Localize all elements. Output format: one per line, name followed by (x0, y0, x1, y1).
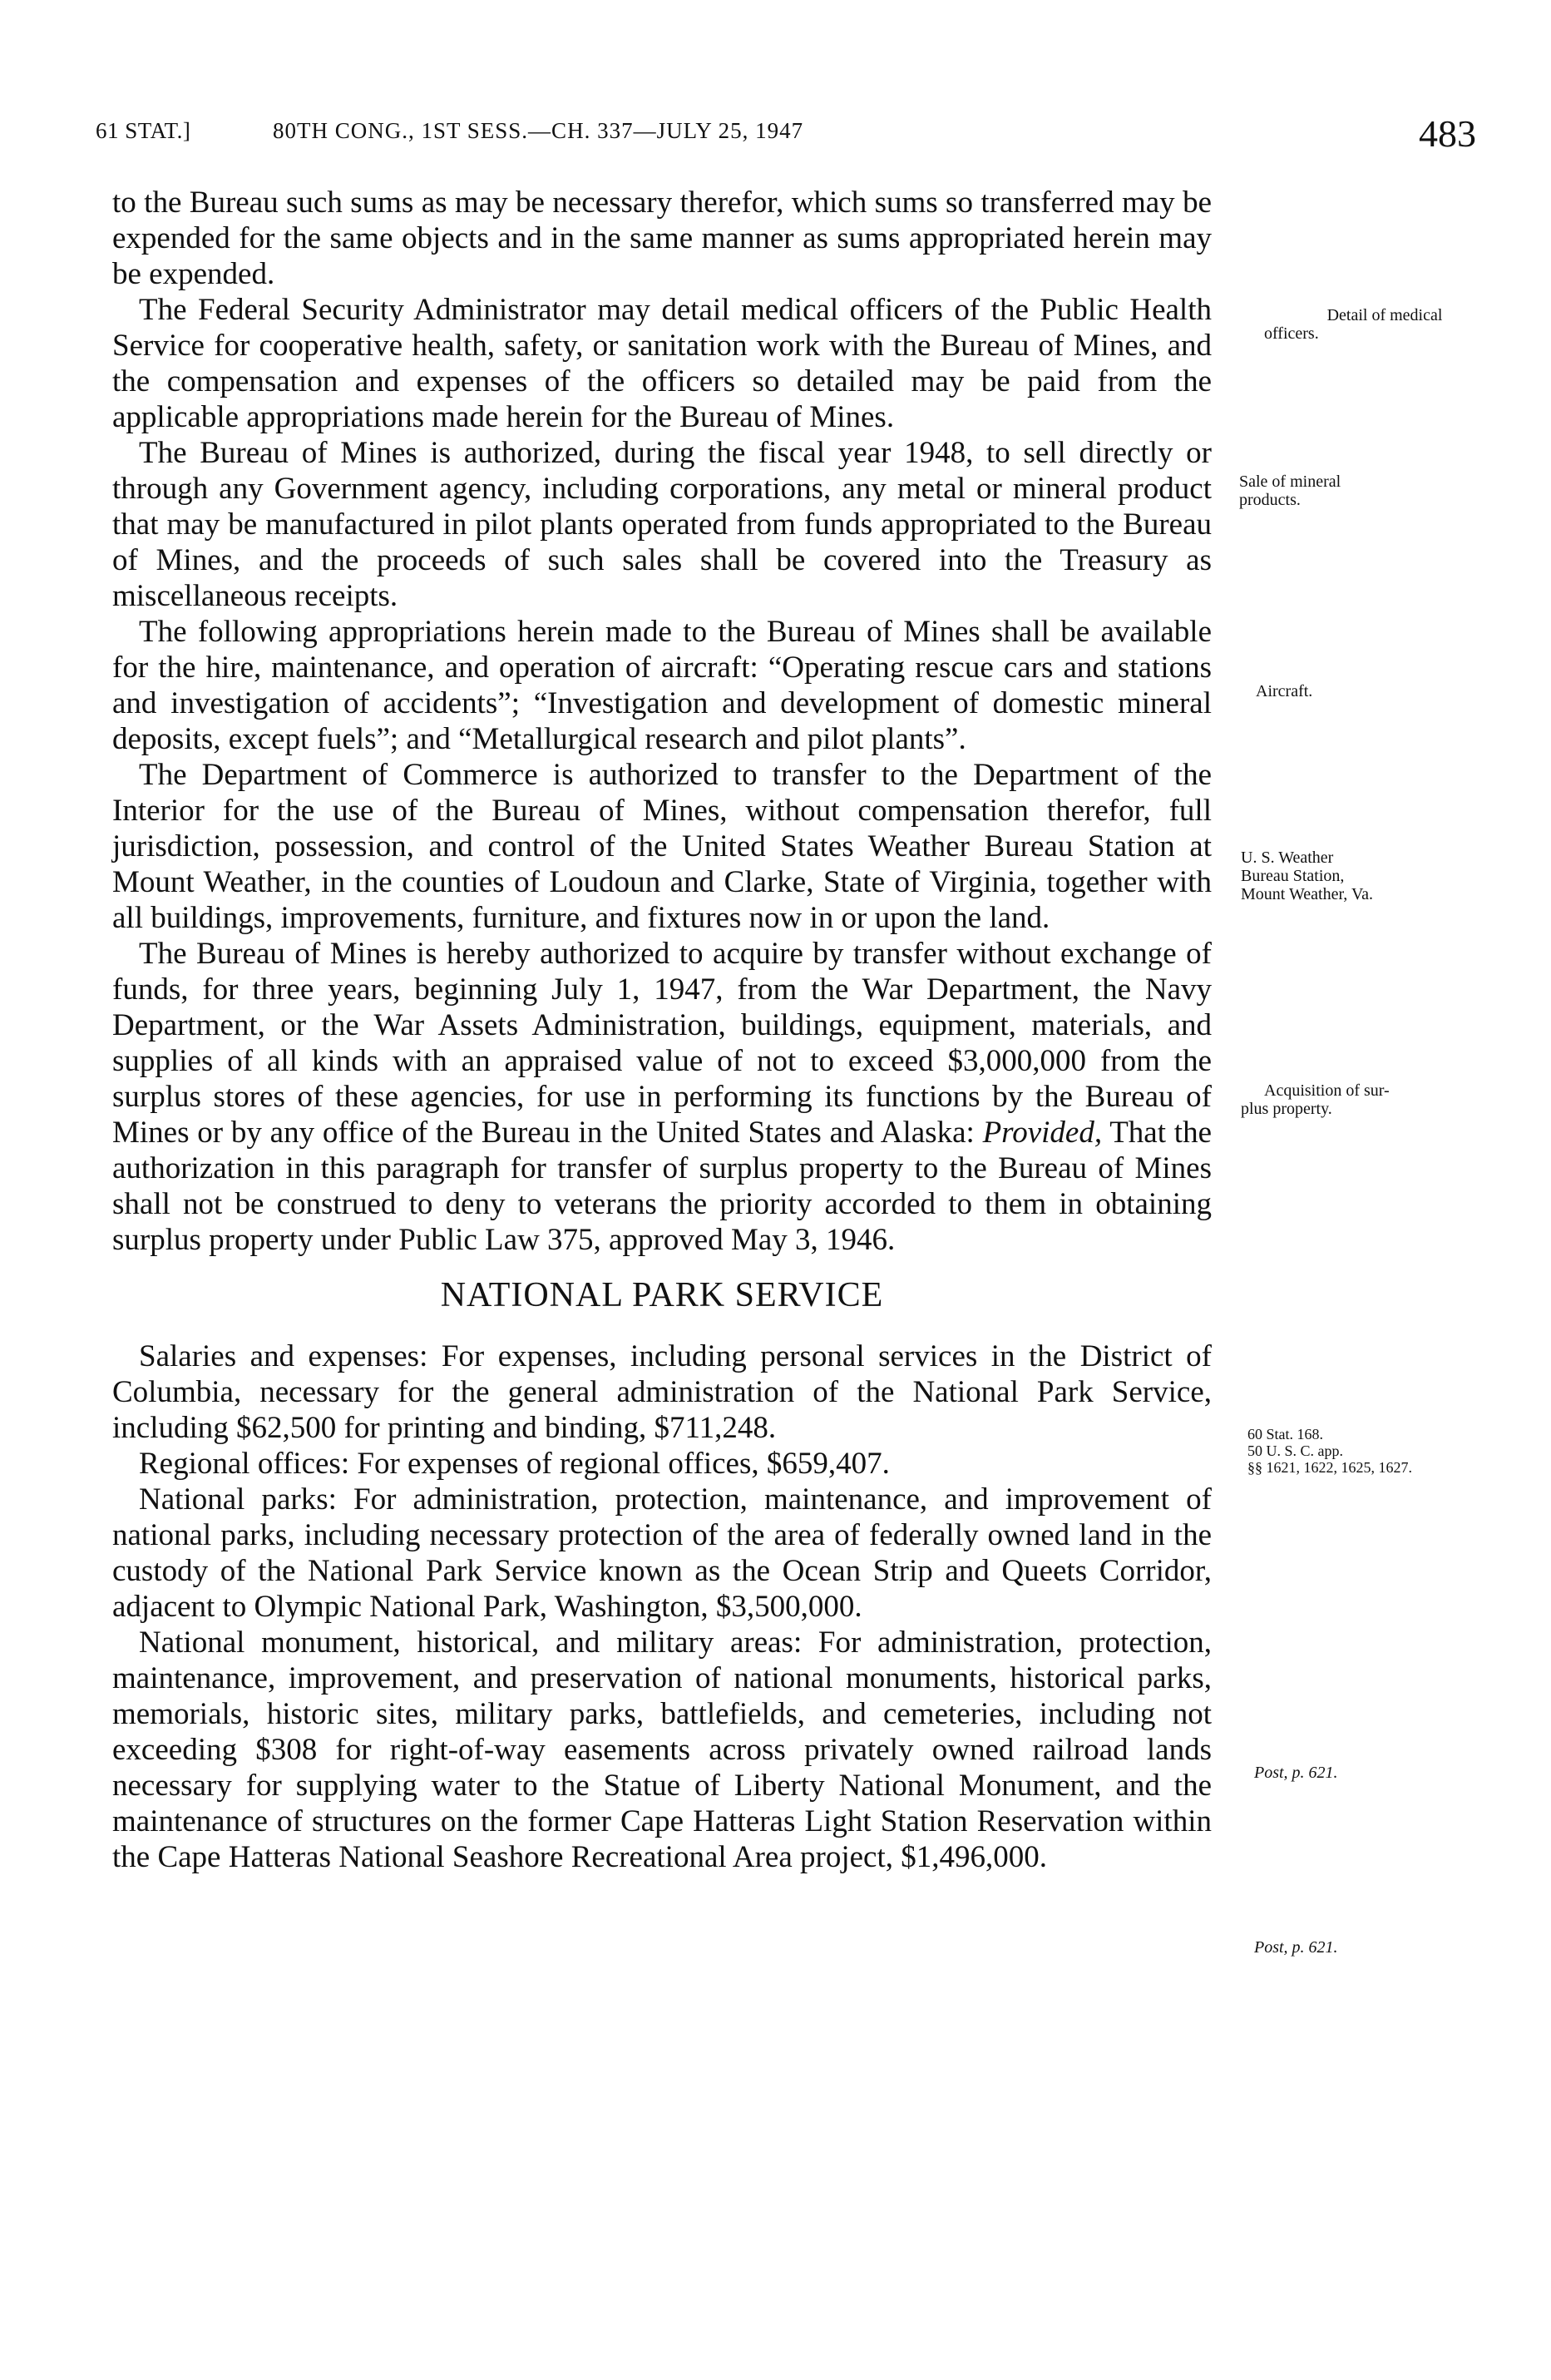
paragraph-national-parks: National parks: For administration, protection, maintenance, and improvement of national parks, including necessary protection of the area of federally owned land in the custody of the National Park Service known as the Ocean Strip and Queets Corridor, adjacent to Olympic National Park, Washington, $3,500,000. (112, 1482, 1212, 1624)
paragraph-weather-station: The Department of Commerce is authorized to transfer to the Department of the Interior for the use of the Bureau of Mines, without compensation therefor, full jurisdiction, possession, and control of the United States Weather Bureau Station at Mount Weather, in the counties of Loudoun and Clarke, State of Virginia, together with all buildings, improvements, furniture, and fixtures now in or upon the land. (112, 758, 1212, 935)
margin-note-statute: 60 Stat. 168. 50 U. S. C. app. §§ 1621, 1622, 1625, 1627. (1247, 1426, 1412, 1476)
margin-note-post-2: Post, p. 621. (1254, 1938, 1338, 1957)
paragraph-regional-offices: Regional offices: For expenses of regional offices, $659,407. (139, 1447, 890, 1481)
paragraph-salaries: Salaries and expenses: For expenses, including personal services in the District of Columbia, necessary for the general administration of the National Park Service, including $62,500 for printing and binding, $711,248. (112, 1339, 1212, 1445)
margin-note-surplus: Acquisition of sur- plus property. (1241, 1081, 1390, 1118)
paragraph-continuation: to the Bureau such sums as may be necessary therefor, which sums so transferred may be expended for the same objects and in the same manner as sums appropriated herein may be expended. (112, 186, 1212, 291)
page-header (96, 112, 1476, 168)
margin-note-aircraft: Aircraft. (1256, 682, 1313, 700)
provided-word: Provided, (982, 1116, 1103, 1150)
paragraph-medical-officers: The Federal Security Administrator may detail medical officers of the Public Health Service for cooperative health, safety, or sanitation work with the Bureau of Mines, and the compensation and expenses of the officers so detailed may be paid from the applicable appropriations made herein for the Bureau of Mines. (112, 293, 1212, 434)
surplus-proviso: That the authorization in this paragraph for transfer of surplus property to the Bureau of Mines shall not be construed to deny to veterans the priority accorded to them in obtaining surplus property under Public Law 375, approved May 3, 1946. (112, 1116, 1212, 1257)
paragraph-national-monuments: National monument, historical, and military areas: For administration, protection, maintenance, improvement, and preservation of national monuments, historical parks, memorials, historic sites, military parks, battlefields, and cemeteries, including not exceeding $308 for right-of-way easements across privately owned railroad lands necessary for supplying water to the Statue of Liberty National Monument, and the maintenance of structures on the former Cape Hatteras Light Station Reservation within the Cape Hatteras National Seashore Recreational Area project, $1,496,000. (112, 1625, 1212, 1874)
body-text (112, 185, 1212, 1875)
margin-note-weather: U. S. Weather Bureau Station, Mount Weather, Va. (1241, 849, 1374, 903)
page-number: 483 (1419, 112, 1476, 155)
surplus-text: The Bureau of Mines is hereby authorized to acquire by transfer without exchange of funds, for three years, beginning July 1, 1947, from the War Department, the Navy Department, or the War Assets Administration, buildings, equipment, materials, and supplies of all kinds with an appraised value of not to exceed $3,000,000 from the surplus stores of these agencies, for use in performing its functions by the Bureau of Mines or by any office of the Bureau in the United States and Alaska: (112, 937, 1212, 1150)
session-line: 80TH CONG., 1ST SESS.—CH. 337—JULY 25, 1947 (273, 118, 804, 143)
margin-note-post-1: Post, p. 621. (1254, 1764, 1338, 1782)
statute-reference: 61 STAT.] (96, 118, 191, 143)
margin-note-medical: Detail of medical officers. (1264, 306, 1443, 343)
paragraph-mineral-products: The Bureau of Mines is authorized, during the fiscal year 1948, to sell directly or through any Government agency, including corporations, any metal or mineral product that may be manufactured in pilot plants operated from funds appropriated to the Bureau of Mines, and the proceeds of such sales shall be covered into the Treasury as miscellaneous receipts. (112, 436, 1212, 613)
margin-note-mineral: Sale of mineral products. (1239, 473, 1341, 509)
paragraph-aircraft: The following appropriations herein made to the Bureau of Mines shall be available for the hire, maintenance, and operation of aircraft: “Operating rescue cars and stations and investigation of accidents”; “Investigation and development of domestic mineral deposits, except fuels”; and “Metallurgical research and pilot plants”. (112, 615, 1212, 756)
paragraph-surplus-property (112, 936, 1212, 1258)
section-title: NATIONAL PARK SERVICE (440, 1276, 884, 1314)
